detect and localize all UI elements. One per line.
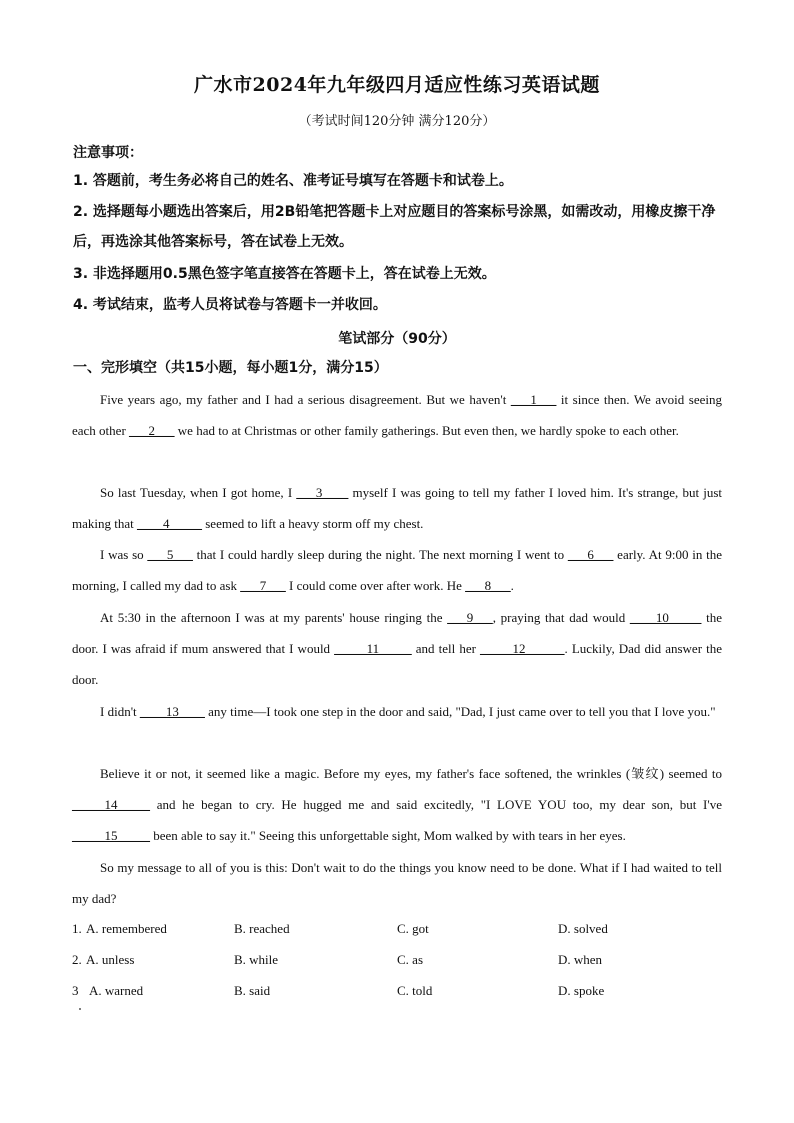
blank-13: ____13____	[139, 704, 205, 719]
passage-text: I could come over after work. He	[285, 578, 466, 593]
passage-text: we had to at Christmas or other family gatherings. But even then, we hardly spoke to each other.	[174, 423, 679, 438]
option-b: B. said	[234, 983, 271, 998]
passage-text: I was so	[100, 547, 148, 562]
question-number: 1.	[72, 921, 82, 936]
option-a: A. remembered	[86, 921, 167, 936]
passage-text: Believe it or not, it seemed like a magic. Before my eyes, my father's face softened, the wrinkles (皱纹) seemed to	[100, 766, 722, 781]
passage-text: any time—I took one step in the door and said, "Dad, I just came over to tell you that I love you."	[204, 704, 716, 719]
option-c: C. as	[397, 952, 423, 967]
passage-text: So last Tuesday, when I got home, I	[100, 485, 297, 500]
option-c: C. got	[397, 921, 429, 936]
option-c: C. told	[397, 983, 433, 998]
blank-4: ____4_____	[137, 516, 202, 531]
passage-text: .	[510, 578, 514, 593]
exam-time-note: （考试时间120分钟 满分120分）	[298, 114, 496, 129]
passage-text: the door. I was afraid if mum answered that I would	[72, 610, 722, 656]
passage-text: , praying that dad would	[492, 610, 630, 625]
option-d: D. solved	[558, 921, 608, 936]
passage-text: been able to say it." Seeing this unforgettable sight, Mom walked by with tears in her eyes.	[150, 828, 626, 843]
blank-3: ___3____	[296, 485, 349, 500]
question-number: 3	[72, 983, 79, 998]
passage-paragraph-2	[72, 477, 722, 539]
passage-text: So my message to all of you is this: Don't wait to do the things you know need to be done. What if I had waited to tell my dad?	[72, 860, 722, 906]
option-d: D. when	[558, 952, 603, 967]
notice-rule-2: 2. 选择题每小题选出答案后，用2B铅笔把答题卡上对应题目的答案标号涂黑，如需改动，用橡皮擦干净后，再选涂其他答案标号，答在试卷上无效。	[73, 204, 716, 250]
passage-text: seemed to lift a heavy storm off my chest.	[202, 516, 424, 531]
passage-text: I didn't	[100, 704, 140, 719]
page-mark	[79, 1008, 81, 1010]
blank-2: ___2___	[129, 423, 175, 438]
blank-15: _____15_____	[72, 828, 150, 843]
blank-6: ___6___	[567, 547, 614, 562]
options-question-1	[72, 921, 732, 941]
notice-rule-4: 4. 考试结束，监考人员将试卷与答题卡一并收回。	[73, 297, 387, 313]
passage-text: and tell her	[411, 641, 481, 656]
blank-5: ___5___	[147, 547, 193, 562]
passage-paragraph-3	[72, 539, 722, 601]
options-question-3	[72, 983, 732, 1003]
option-b: B. reached	[234, 921, 290, 936]
page-title: 广水市2024年九年级四月适应性练习英语试题	[194, 74, 600, 96]
option-b: B. while	[234, 952, 279, 967]
passage-text: early. At 9:00 in the morning, I called my dad to ask	[72, 547, 722, 593]
passage-text: . Luckily, Dad did answer the door.	[72, 641, 723, 687]
passage-paragraph-4	[72, 602, 722, 695]
question-number: 2.	[72, 952, 82, 967]
passage-paragraph-7	[72, 852, 722, 914]
notice-rule-1: 1. 答题前，考生务必将自己的姓名、准考证号填写在答题卡和试卷上。	[73, 173, 513, 189]
option-a: A. warned	[89, 983, 144, 998]
notice-rule-3: 3. 非选择题用0.5黑色签字笔直接答在答题卡上，答在试卷上无效。	[73, 266, 496, 282]
passage-text: myself I was going to tell my father I loved him. It's strange, but just making that	[72, 485, 723, 531]
option-d: D. spoke	[558, 983, 605, 998]
part-title: 笔试部分（90分）	[338, 331, 456, 347]
blank-7: ___7___	[240, 578, 286, 593]
passage-text: Five years ago, my father and I had a serious disagreement. But we haven't	[100, 392, 511, 407]
blank-8: ___8___	[465, 578, 511, 593]
blank-11: _____11_____	[334, 641, 412, 656]
blank-1: ___1___	[510, 392, 557, 407]
passage-paragraph-5	[72, 696, 722, 727]
blank-10: ____10_____	[629, 610, 702, 625]
passage-paragraph-6	[72, 758, 722, 851]
options-question-2	[72, 952, 732, 972]
blank-9: ___9___	[447, 610, 493, 625]
passage-text: and he began to cry. He hugged me and said excitedly, "I LOVE YOU too, my dear son, but I've	[150, 797, 722, 812]
blank-14: _____14_____	[72, 797, 150, 812]
passage-paragraph-1	[72, 384, 722, 446]
passage-text: At 5:30 in the afternoon I was at my parents' house ringing the	[100, 610, 448, 625]
notice-heading: 注意事项：	[73, 145, 143, 161]
passage-text: it since then. We avoid seeing each other	[72, 392, 722, 438]
section-title: 一、完形填空（共15小题，每小题1分，满分15）	[73, 360, 388, 376]
blank-12: _____12______	[480, 641, 565, 656]
option-a: A. unless	[86, 952, 135, 967]
passage-text: that I could hardly sleep during the night. The next morning I went to	[192, 547, 568, 562]
